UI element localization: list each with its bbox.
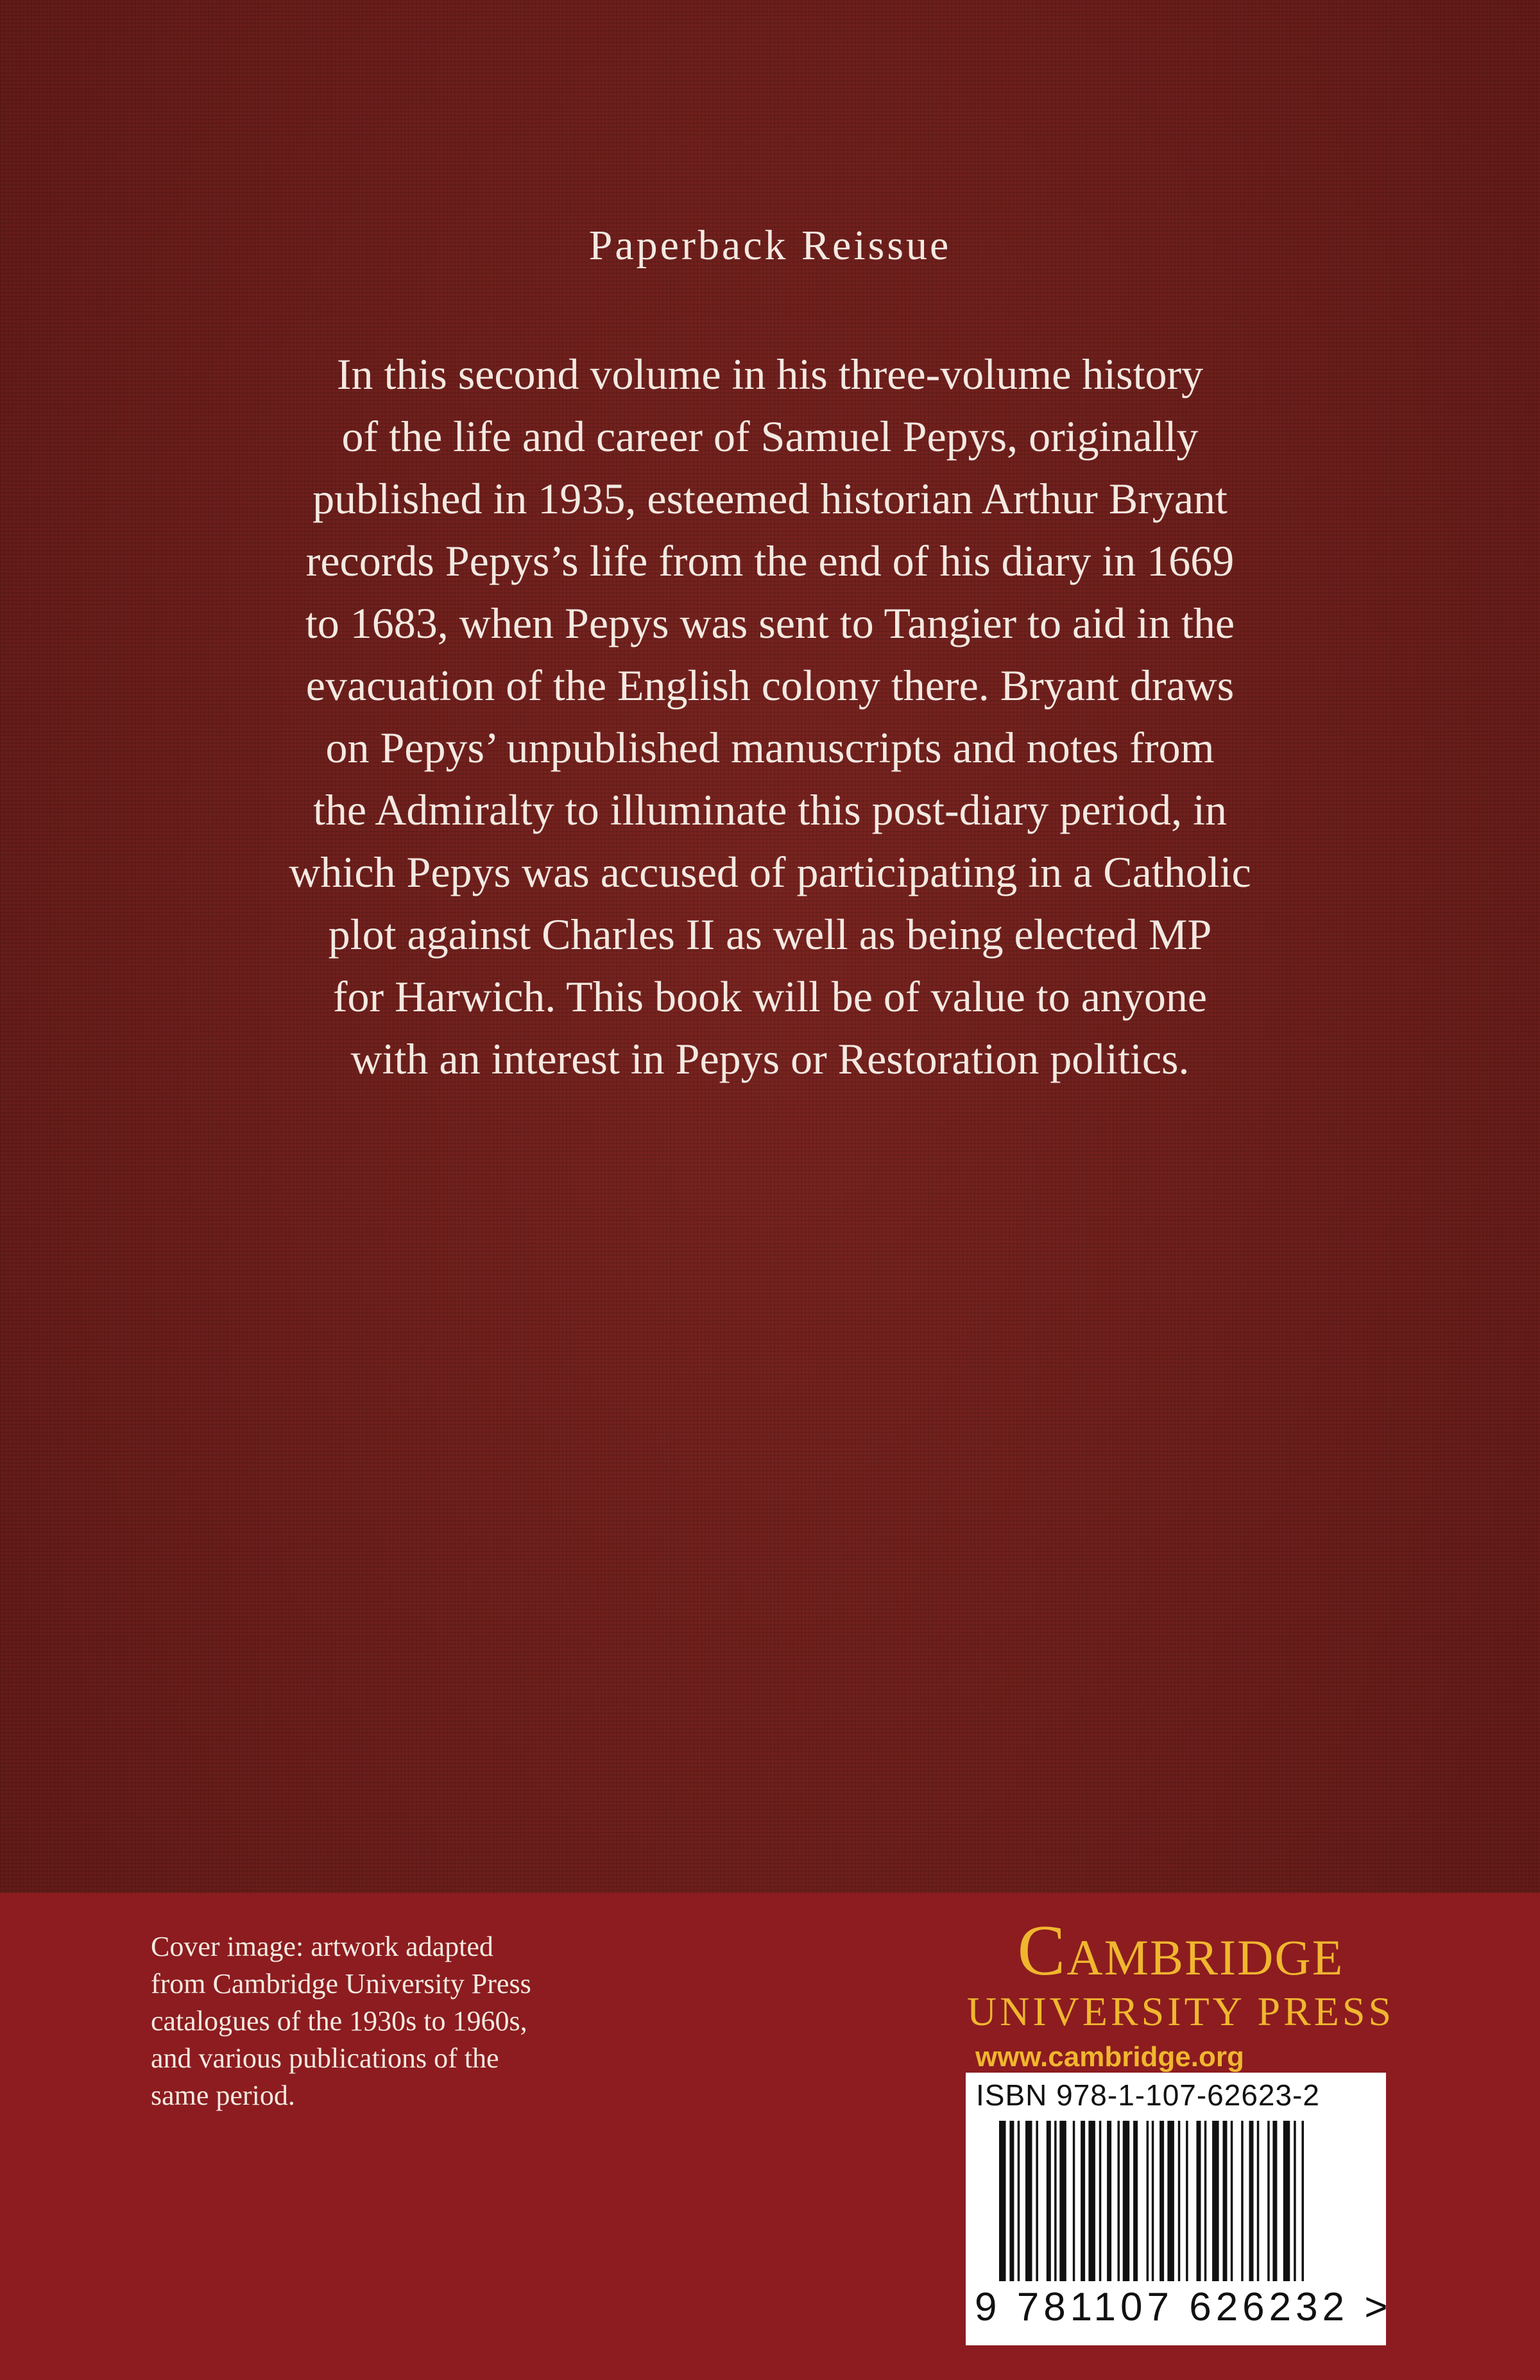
blurb-line: on Pepys’ unpublished manuscripts and notes from — [325, 723, 1215, 772]
credit-line: from Cambridge University Press — [151, 1968, 531, 1999]
blurb-line: to 1683, when Pepys was sent to Tangier to aid in the — [305, 599, 1235, 647]
credit-line: catalogues of the 1930s to 1960s, — [151, 2005, 527, 2037]
isbn-label: ISBN 978-1-107-62623-2 — [976, 2078, 1320, 2112]
blurb-line: for Harwich. This book will be of value to anyone — [332, 972, 1208, 1021]
blurb-line: the Admiralty to illuminate this post-diary period, in — [312, 785, 1227, 834]
isbn-barcode — [966, 2073, 1392, 2345]
barcode-digits: 9 781107 626232 > — [975, 2285, 1392, 2329]
barcode-bars — [999, 2121, 1358, 2281]
footer-band — [0, 1893, 1540, 2380]
publisher-name: Cambridge — [1017, 1911, 1344, 1990]
blurb-line: published in 1935, esteemed historian Arthur Bryant — [312, 474, 1228, 523]
blurb-line: evacuation of the English colony there. Bryant draws — [305, 661, 1235, 710]
publisher-press: UNIVERSITY PRESS — [966, 1989, 1395, 2034]
publisher-url: www.cambridge.org — [975, 2041, 1244, 2073]
reissue-label: Paperback Reissue — [588, 222, 952, 269]
blurb-line: of the life and career of Samuel Pepys, originally — [341, 412, 1199, 461]
blurb-line: In this second volume in his three-volume history — [336, 350, 1204, 398]
publisher-logo — [963, 1912, 1399, 2078]
blurb-text — [212, 343, 1328, 1090]
credit-line: and various publications of the — [151, 2042, 499, 2074]
credit-line: Cover image: artwork adapted — [151, 1931, 493, 1962]
blurb-line: plot against Charles II as well as being elected MP — [328, 910, 1212, 959]
blurb-line: which Pepys was accused of participating in a Catholic — [289, 848, 1251, 896]
credit-line: same period. — [151, 2080, 295, 2111]
cover-image-credit — [151, 1928, 613, 2114]
blurb-line: records Pepys’s life from the end of his diary in 1669 — [305, 536, 1235, 585]
blurb-line: with an interest in Pepys or Restoration politics. — [350, 1034, 1190, 1083]
